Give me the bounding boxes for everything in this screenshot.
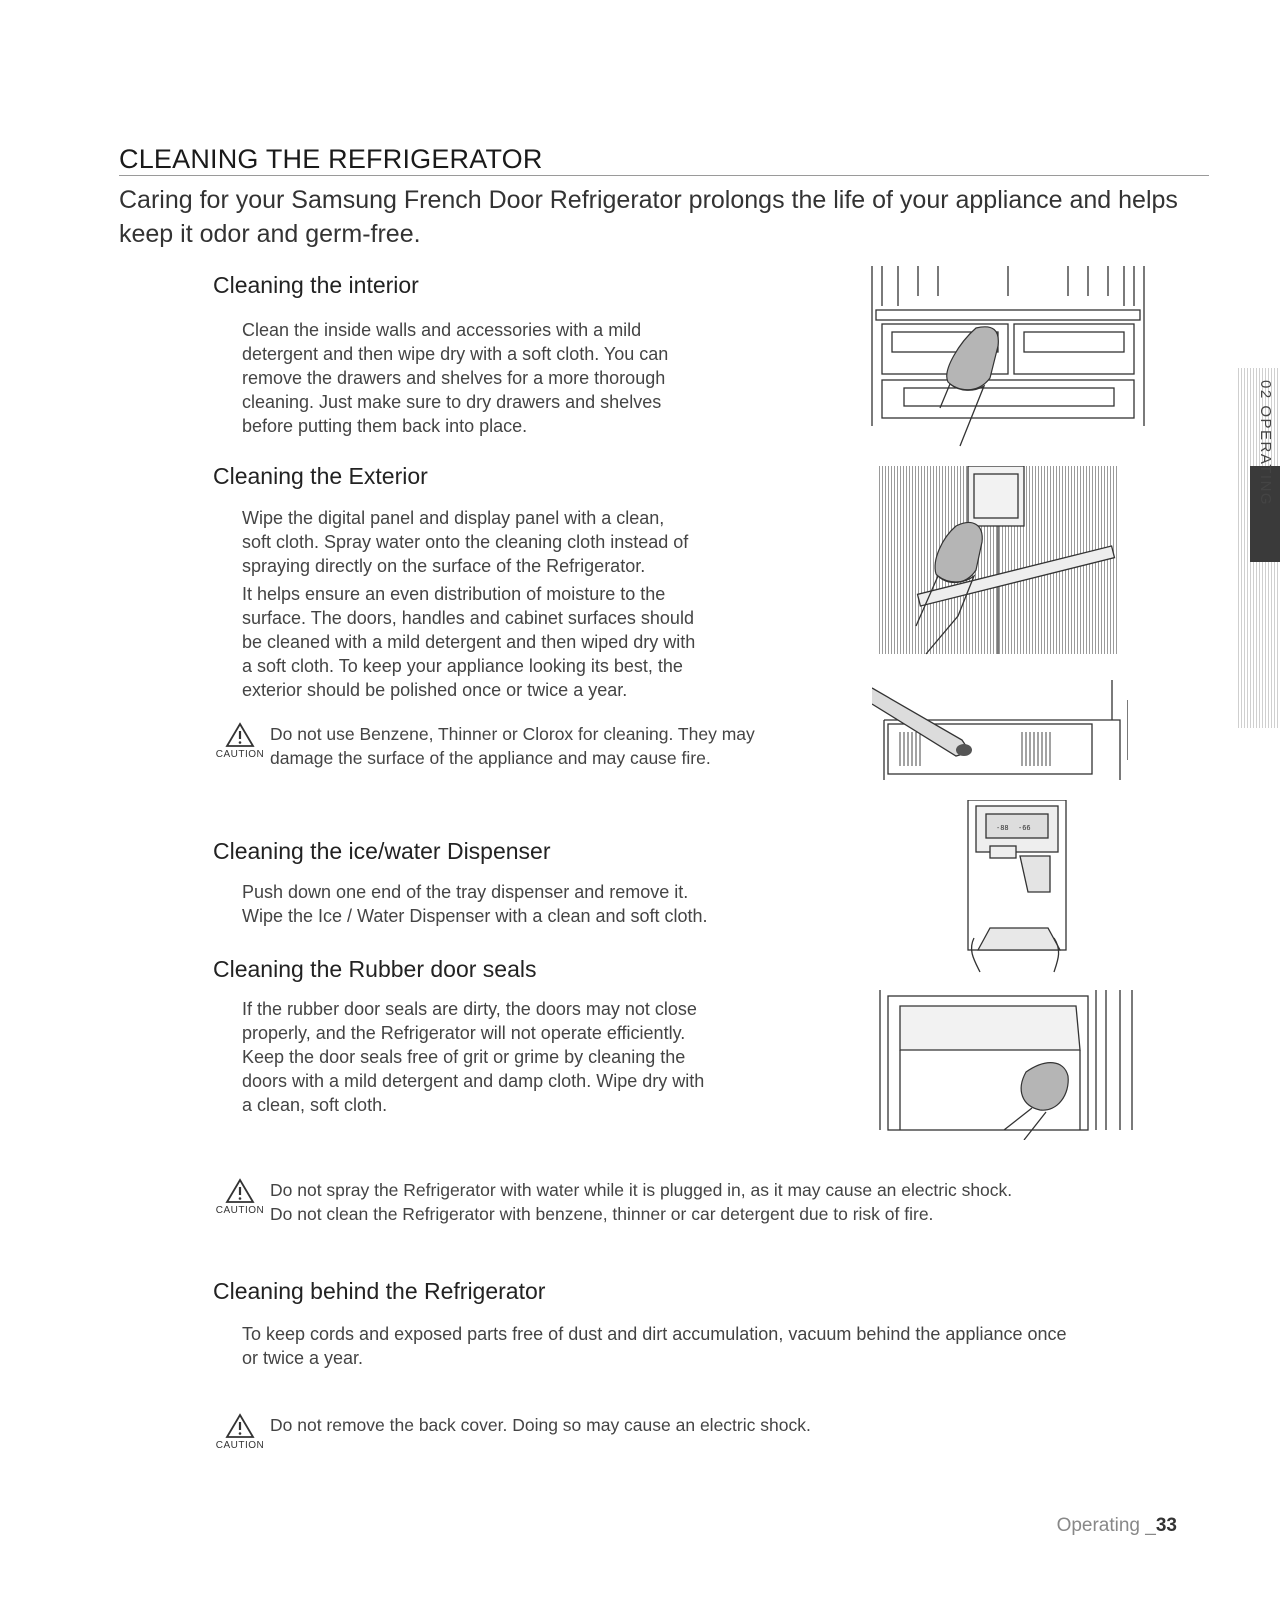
exterior-cleaning-illustration [876, 466, 1122, 656]
seal-cleaning-illustration [876, 990, 1136, 1140]
caution-marker: CAUTION [210, 722, 270, 760]
dispenser-text: Push down one end of the tray dispenser and remove it. Wipe the Ice / Water Dispenser with a clean and soft cloth. [242, 882, 708, 926]
behind-caution: CAUTION Do not remove the back cover. Doing so may cause an electric shock. [210, 1413, 1010, 1451]
footer-section: Operating _ [1056, 1515, 1156, 1536]
heading-seals: Cleaning the Rubber door seals [213, 956, 537, 982]
vacuum-hose-icon [872, 688, 970, 756]
exterior-text: Wipe the digital panel and display panel with a clean, soft cloth. Spray water onto the cleaning cloth instead of spraying directly on the surface of the Refrigerator. It helps ensure an even distribution of moisture to the surface. The doors, handles and cabinet surfaces should be cleaned with a mild detergent and then wiped dry with a soft cloth. To keep your appliance looking its best, the exterior should be polished once or twice a year. [242, 508, 696, 700]
interior-cleaning-illustration [868, 266, 1148, 456]
behind-cleaning-illustration [872, 680, 1128, 780]
heading-behind: Cleaning behind the Refrigerator [213, 1278, 546, 1304]
exterior-caution: CAUTION Do not use Benzene, Thinner or Clorox for cleaning. They may damage the surface of the appliance and may cause fire. [210, 722, 810, 770]
warning-triangle-icon [225, 722, 255, 748]
title-divider [119, 175, 1209, 176]
display-readout-right: -66 [1018, 824, 1031, 832]
heading-interior: Cleaning the interior [213, 272, 419, 298]
page-number: 33 [1155, 1515, 1177, 1536]
display-readout-left: -88 [996, 824, 1009, 832]
hand-icon [1004, 1108, 1046, 1140]
page-title: CLEANING THE REFRIGERATOR [119, 144, 543, 174]
page-footer [1057, 1515, 1177, 1537]
dispenser-cleaning-illustration [950, 800, 1070, 984]
behind-text: To keep cords and exposed parts free of dust and dirt accumulation, vacuum behind the appliance once or twice a year. [242, 1324, 1067, 1368]
chapter-tab-label: 02 OPERATING [1257, 380, 1274, 507]
intro-paragraph: Caring for your Samsung French Door Refrigerator prolongs the life of your appliance and helps keep it odor and germ-free. [119, 186, 1178, 248]
cloth-icon [1021, 1063, 1068, 1111]
caution-marker: CAUTION [210, 1178, 270, 1216]
warning-triangle-icon [225, 1178, 255, 1204]
heading-exterior: Cleaning the Exterior [213, 463, 428, 489]
heading-dispenser: Cleaning the ice/water Dispenser [213, 838, 551, 864]
warning-triangle-icon [225, 1413, 255, 1439]
seals-text: If the rubber door seals are dirty, the doors may not close properly, and the Refrigerator will not operate efficiently. Keep the door seals free of grit or grime by cleaning the doors with a mild detergent and damp cloth. Wipe dry with a clean, soft cloth. [242, 999, 705, 1115]
caution-marker: CAUTION [210, 1413, 270, 1451]
interior-text: Clean the inside walls and accessories with a mild detergent and then wipe dry with a soft cloth. You can remove the drawers and shelves for a more thorough cleaning. Just make sure to dry drawers and shelves before putting them back into place. [242, 320, 669, 436]
hand-icon [940, 384, 984, 446]
general-caution: CAUTION Do not spray the Refrigerator with water while it is plugged in, as it may cause an electric shock. Do not clean the Refrigerator with benzene, thinner or car detergent due to risk of fire. [210, 1178, 1190, 1226]
